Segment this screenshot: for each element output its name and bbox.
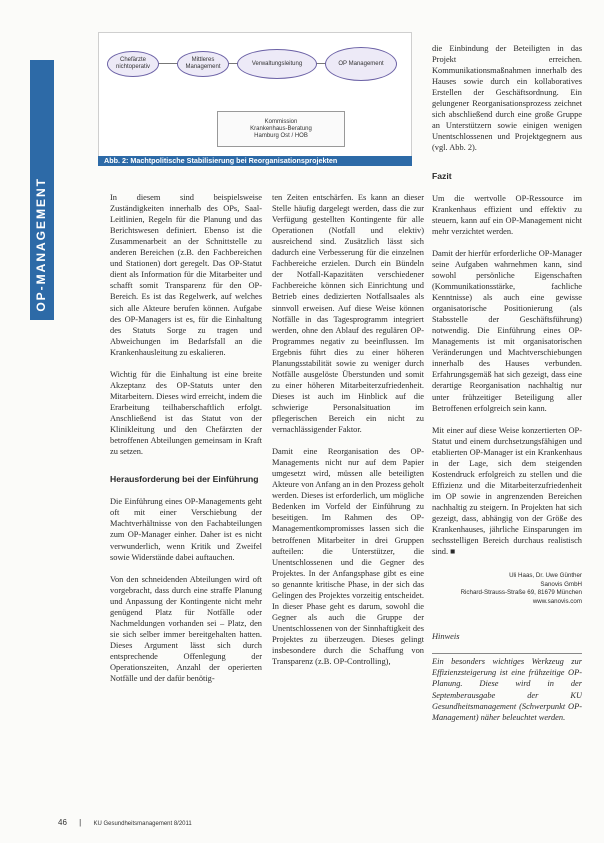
- diagram-node: Mittleres Management: [177, 51, 229, 77]
- section-heading: Herausforderung bei der Einführung: [110, 474, 259, 485]
- diagram-node: Verwaltungsleitung: [237, 49, 317, 79]
- hint-box: Ein besonders wichtiges Werkzeug zur Effizienzsteigerung ist eine frühzeitige OP-Planung. Diese wird in der Septemberausgabe der KU Gesundheitsmanagement (Schwerpunkt OP-Management) näher beleuchtet werden.: [432, 653, 582, 722]
- paragraph: Damit eine Reorganisation des OP-Managements nicht nur auf dem Papier umgesetzt wird, müssen alle beteiligten Akteure von Anfang an in den Prozess geholt werden. Dieses ist erforderlich, um mögliche Bedenken im Vorfeld der Einführung zu beseitigen. Im Rahmen des OP-Managementkompromisses lassen sich die betroffenen Mitarbeiter in drei Gruppen aufteilen: die Unterstützer, die Unentschlossenen und die Gegner des Projektes. In der Anfangsphase gibt es eine so genannte kritische Phase, in der sich das Gelingen des Projektes vorzeitig entscheidet. In dieser Phase geht es darum, sowohl die Gegner als auch die Gruppe der Unentschlossenen von der Sinnhaftigkeit des Projektes zu überzeugen. Dieses gelingt insbesondere durch die Schaffung von Transparenz (z.B. OP-Controlling),: [272, 447, 424, 667]
- paragraph: ten Zeiten entschärfen. Es kann an dieser Stelle häufig dargelegt werden, dass die zur Verfügung gestellten Kontingente für alle Operationen (Notfall und elektiv) ausreichend sind. Zusätzlich lässt sich dadurch eine Verbesserung für die einzelnen Fachbereiche erzielen. Durch ein Bündeln der Notfall-Kapazitäten verschiedener Fachbereiche können sich Einrichtung und Betrieb eines dedizierten Notfallsaales als sinnvoll erweisen. Auf diese Weise können Notfälle in das Tagesprogramm integriert werden, ohne den Ablauf des regulären OP-Programmes negativ zu beeinflussen. Im Ergebnis führt dies zu einer höheren Planungsstabilität sowie zu weniger durch Notfälle ausgelöste Überstunden und somit zu einer höheren Mitarbeiterzufriedenheit. Dieses ist auch im Hinblick auf die schwierige Personalsituation im pflegerischen Bereich ein nicht zu vernachlässigender Faktor.: [272, 193, 424, 435]
- paragraph: die Einbindung der Beteiligten in das Projekt erreichen. Kommunikationsmaßnahmen innerhalb des Hauses sowie durch ein kollaboratives Erstellen der Geschäftsordnung. Ein gelungener Reorganisationsprozess zeichnet sich abschließend durch eine große Gruppe an Unterstützern sowie einigen wenigen Unentschlossenen und Projektgegnern aus (vgl. Abb. 2).: [432, 44, 582, 153]
- diagram-node: OP Management: [325, 47, 397, 81]
- page-footer: [58, 818, 192, 827]
- page-number: 46: [58, 818, 67, 827]
- diagram-node: Chefärzte nichtoperativ: [107, 51, 159, 77]
- paragraph: In diesem sind beispielsweise Zuständigkeiten innerhalb des OPs, Saal-Leitlinien, Regeln für die Planung und das Berichtswesen definiert. Ebenso ist die Zusammenarbeit an der Schnittstelle zu anderen Bereichen (z.B. den Fachbereichen und Stationen) dort geregelt. Das OP-Statut dient als Information für die Mitarbeiter und schafft somit Transparenz für den OP-Bereich. Es ist das Regelwerk, auf welches sich alle Akteure berufen können. Aufgabe des OP-Managers ist es, für die Einhaltung des Statuts Sorge zu tragen und Abweichungen im Bedarfsfall an die Krankenhausleitung zu eskalieren.: [110, 193, 262, 357]
- section-sidebar: [30, 60, 54, 320]
- journal-name: KU Gesundheitsmanagement 8/2011: [93, 821, 192, 827]
- section-label: OP-MANAGEMENT: [34, 177, 48, 312]
- hint-title: Hinweis: [432, 632, 460, 642]
- figure-diagram: [98, 32, 412, 158]
- paragraph: Um die wertvolle OP-Ressource im Krankenhaus effizient und effektiv zu steuern, kann auf ein OP-Management nicht mehr verzichtet werden.: [432, 193, 582, 236]
- text-column-3: [432, 32, 582, 812]
- section-heading: Fazit: [432, 170, 452, 181]
- paragraph: Von den schneidenden Abteilungen wird oft vorgebracht, dass durch eine straffe Planung und Anpassung der Kontingente nicht mehr genügend Platz für Notfälle oder Nachmeldungen vorhanden sei – Platz, den sie sich selber immer bereitgehalten hatten. Dieses Argument lässt sich durch entsprechende Offenlegung der Operationszeiten, Anzahl der operierten Notfälle und der dafür benötig-: [110, 574, 262, 684]
- footer-separator: |: [79, 818, 82, 827]
- paragraph: Die Einführung eines OP-Managements geht oft mit einer Verschiebung der Machtverhältnisse von den Fachabteilungen zum OP-Manager einher. Daher ist es nicht verwunderlich, wenn Kritik und Zweifel sowie Widerstände dabei auftauchen.: [110, 497, 262, 562]
- figure-caption: Abb. 2: Machtpolitische Stabilisierung bei Reorganisationsprojekten: [98, 156, 412, 166]
- text-column-2: [272, 181, 424, 811]
- paragraph: Mit einer auf diese Weise konzertierten OP-Statut und einem durchsetzungsfähigen und etablierten OP-Manager ist ein Krankenhaus in der Lage, sich dem steigenden Kostendruck erfolgreich zu stellen und die Effizienz und die Mitarbeiterzufriedenheit im OP sowie in angrenzenden Bereichen nachhaltig zu steigern. In Projekten hat sich gezeigt, dass, abhängig von der Größe des Krankenhauses, jährliche Einsparungen im sechsstelligen Bereich durchaus realistisch sind. ■: [432, 425, 582, 557]
- author-info: Uli Haas, Dr. Uwe Günther Sanovis GmbH Richard-Strauss-Straße 69, 81679 München www.sanovis.com: [460, 572, 582, 605]
- paragraph: Wichtig für die Einhaltung ist eine breite Akzeptanz des OP-Statuts unter den Mitarbeitern. Dieses wird erreicht, indem die Erarbeitung teilhaberschaftlich erfolgt. Anschließend ist das Statut von der Klinikleitung und den Chefärzten der betroffenen Abteilungen gemeinsam in Kraft zu setzen.: [110, 369, 262, 457]
- diagram-box: Kommission Krankenhaus-Beratung Hamburg Ost / HOB: [217, 111, 345, 147]
- paragraph: Damit der hierfür erforderliche OP-Manager seine Aufgaben wahrnehmen kann, sind sowohl persönliche Eigenschaften (Kommunikationsstärke, fachliche Kenntnisse) als auch eine gewisse organisatorische Positionierung (als Stabsstelle der Geschäftsführung) notwendig. Die Einführung eines OP-Managements ist mit organisatorischen Veränderungen und Machtverschiebungen innerhalb des Hauses verbunden. Erfahrungsgemäß hat sich gezeigt, dass eine derartige Reorganisation nachhaltig nur unter frühzeitiger Beteiligung aller Betroffenen erfolgreich sein kann.: [432, 248, 582, 413]
- text-column-1: [110, 181, 262, 811]
